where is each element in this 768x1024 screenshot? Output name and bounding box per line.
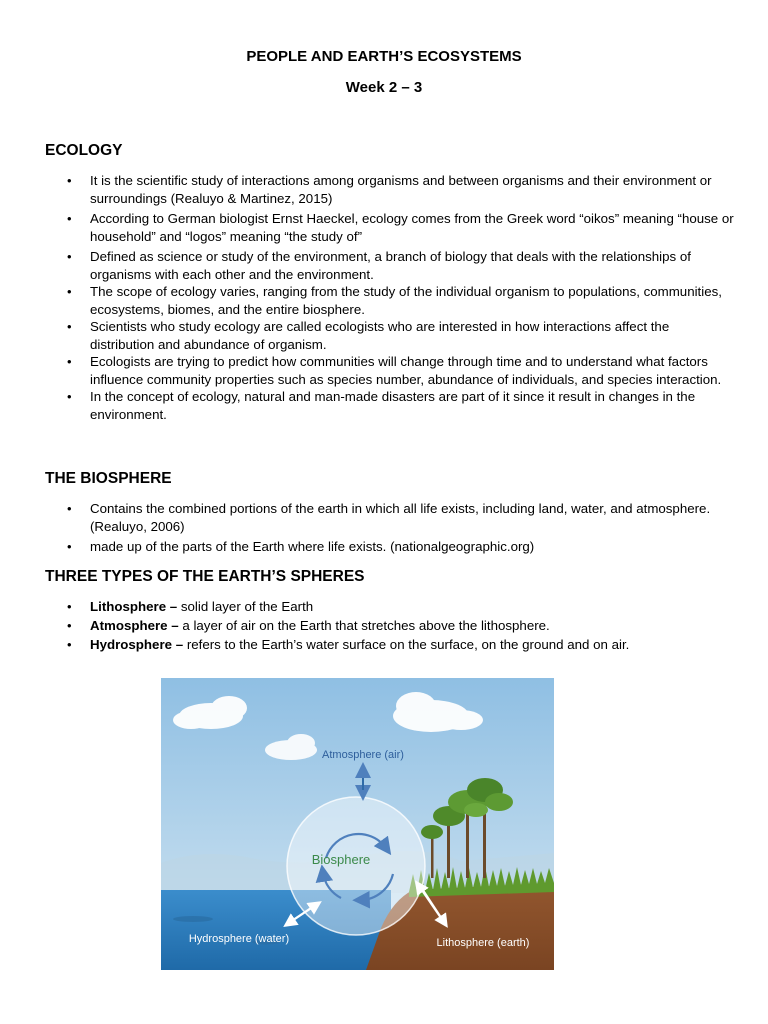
list-item-atmosphere (45, 617, 735, 635)
spheres-heading: THREE TYPES OF THE EARTH’S SPHERES (45, 568, 365, 585)
definition-hydrosphere: refers to the Earth’s water surface on the surface, on the ground and on air. (183, 637, 630, 652)
document-title: PEOPLE AND EARTH’S ECOSYSTEMS (246, 48, 522, 65)
list-item: • Scientists who study ecology are called ecologists who are interested in how interactions affect the distribution and abundance of organism. (45, 318, 735, 353)
atmosphere-label: Atmosphere (air) (322, 749, 404, 761)
list-item: • Contains the combined portions of the earth in which all life exists, including land, water, and atmosphere. (Realuyo, 2006) (45, 500, 735, 535)
earth-spheres-illustration (161, 678, 554, 970)
ecology-list (45, 172, 735, 423)
list-item: • Defined as science or study of the environment, a branch of biology that deals with the relationships of organisms with each other and the environment. (45, 248, 735, 283)
list-item: • made up of the parts of the Earth where life exists. (nationalgeographic.org) (45, 538, 735, 556)
term-hydrosphere: Hydrosphere – (90, 637, 184, 652)
term-atmosphere: Atmosphere – (90, 618, 179, 633)
list-item: • It is the scientific study of interactions among organisms and between organisms and their environment or surroundings (Realuyo & Martinez, 2015) (45, 172, 735, 207)
list-item: • According to German biologist Ernst Haeckel, ecology comes from the Greek word “oikos” meaning “house or household” and “logos” meaning “the study of” (45, 210, 735, 245)
definition-atmosphere: a layer of air on the Earth that stretches above the lithosphere. (178, 618, 550, 633)
document-subtitle: Week 2 – 3 (345, 79, 423, 96)
list-item: • Ecologists are trying to predict how communities will change through time and to understand what factors influence community properties such as species number, abundance of individuals, and species interaction. (45, 353, 735, 388)
earth-spheres-figure (161, 678, 554, 970)
spheres-list (45, 598, 735, 654)
definition-lithosphere: solid layer of the Earth (177, 599, 314, 614)
lithosphere-label: Lithosphere (earth) (436, 937, 530, 949)
list-item: • The scope of ecology varies, ranging from the study of the individual organism to populations, communities, ecosystems, biomes, and the entire biosphere. (45, 283, 735, 318)
ecology-heading: ECOLOGY (45, 142, 123, 159)
list-item: • In the concept of ecology, natural and man-made disasters are part of it since it result in changes in the environment. (45, 388, 735, 423)
list-item-hydrosphere (45, 636, 735, 654)
hydrosphere-label: Hydrosphere (water) (188, 933, 290, 945)
biosphere-list (45, 500, 735, 556)
biosphere-heading: THE BIOSPHERE (45, 470, 172, 487)
list-item-lithosphere (45, 598, 735, 616)
term-lithosphere: Lithosphere – (90, 599, 178, 614)
biosphere-label: Biosphere (311, 852, 371, 867)
